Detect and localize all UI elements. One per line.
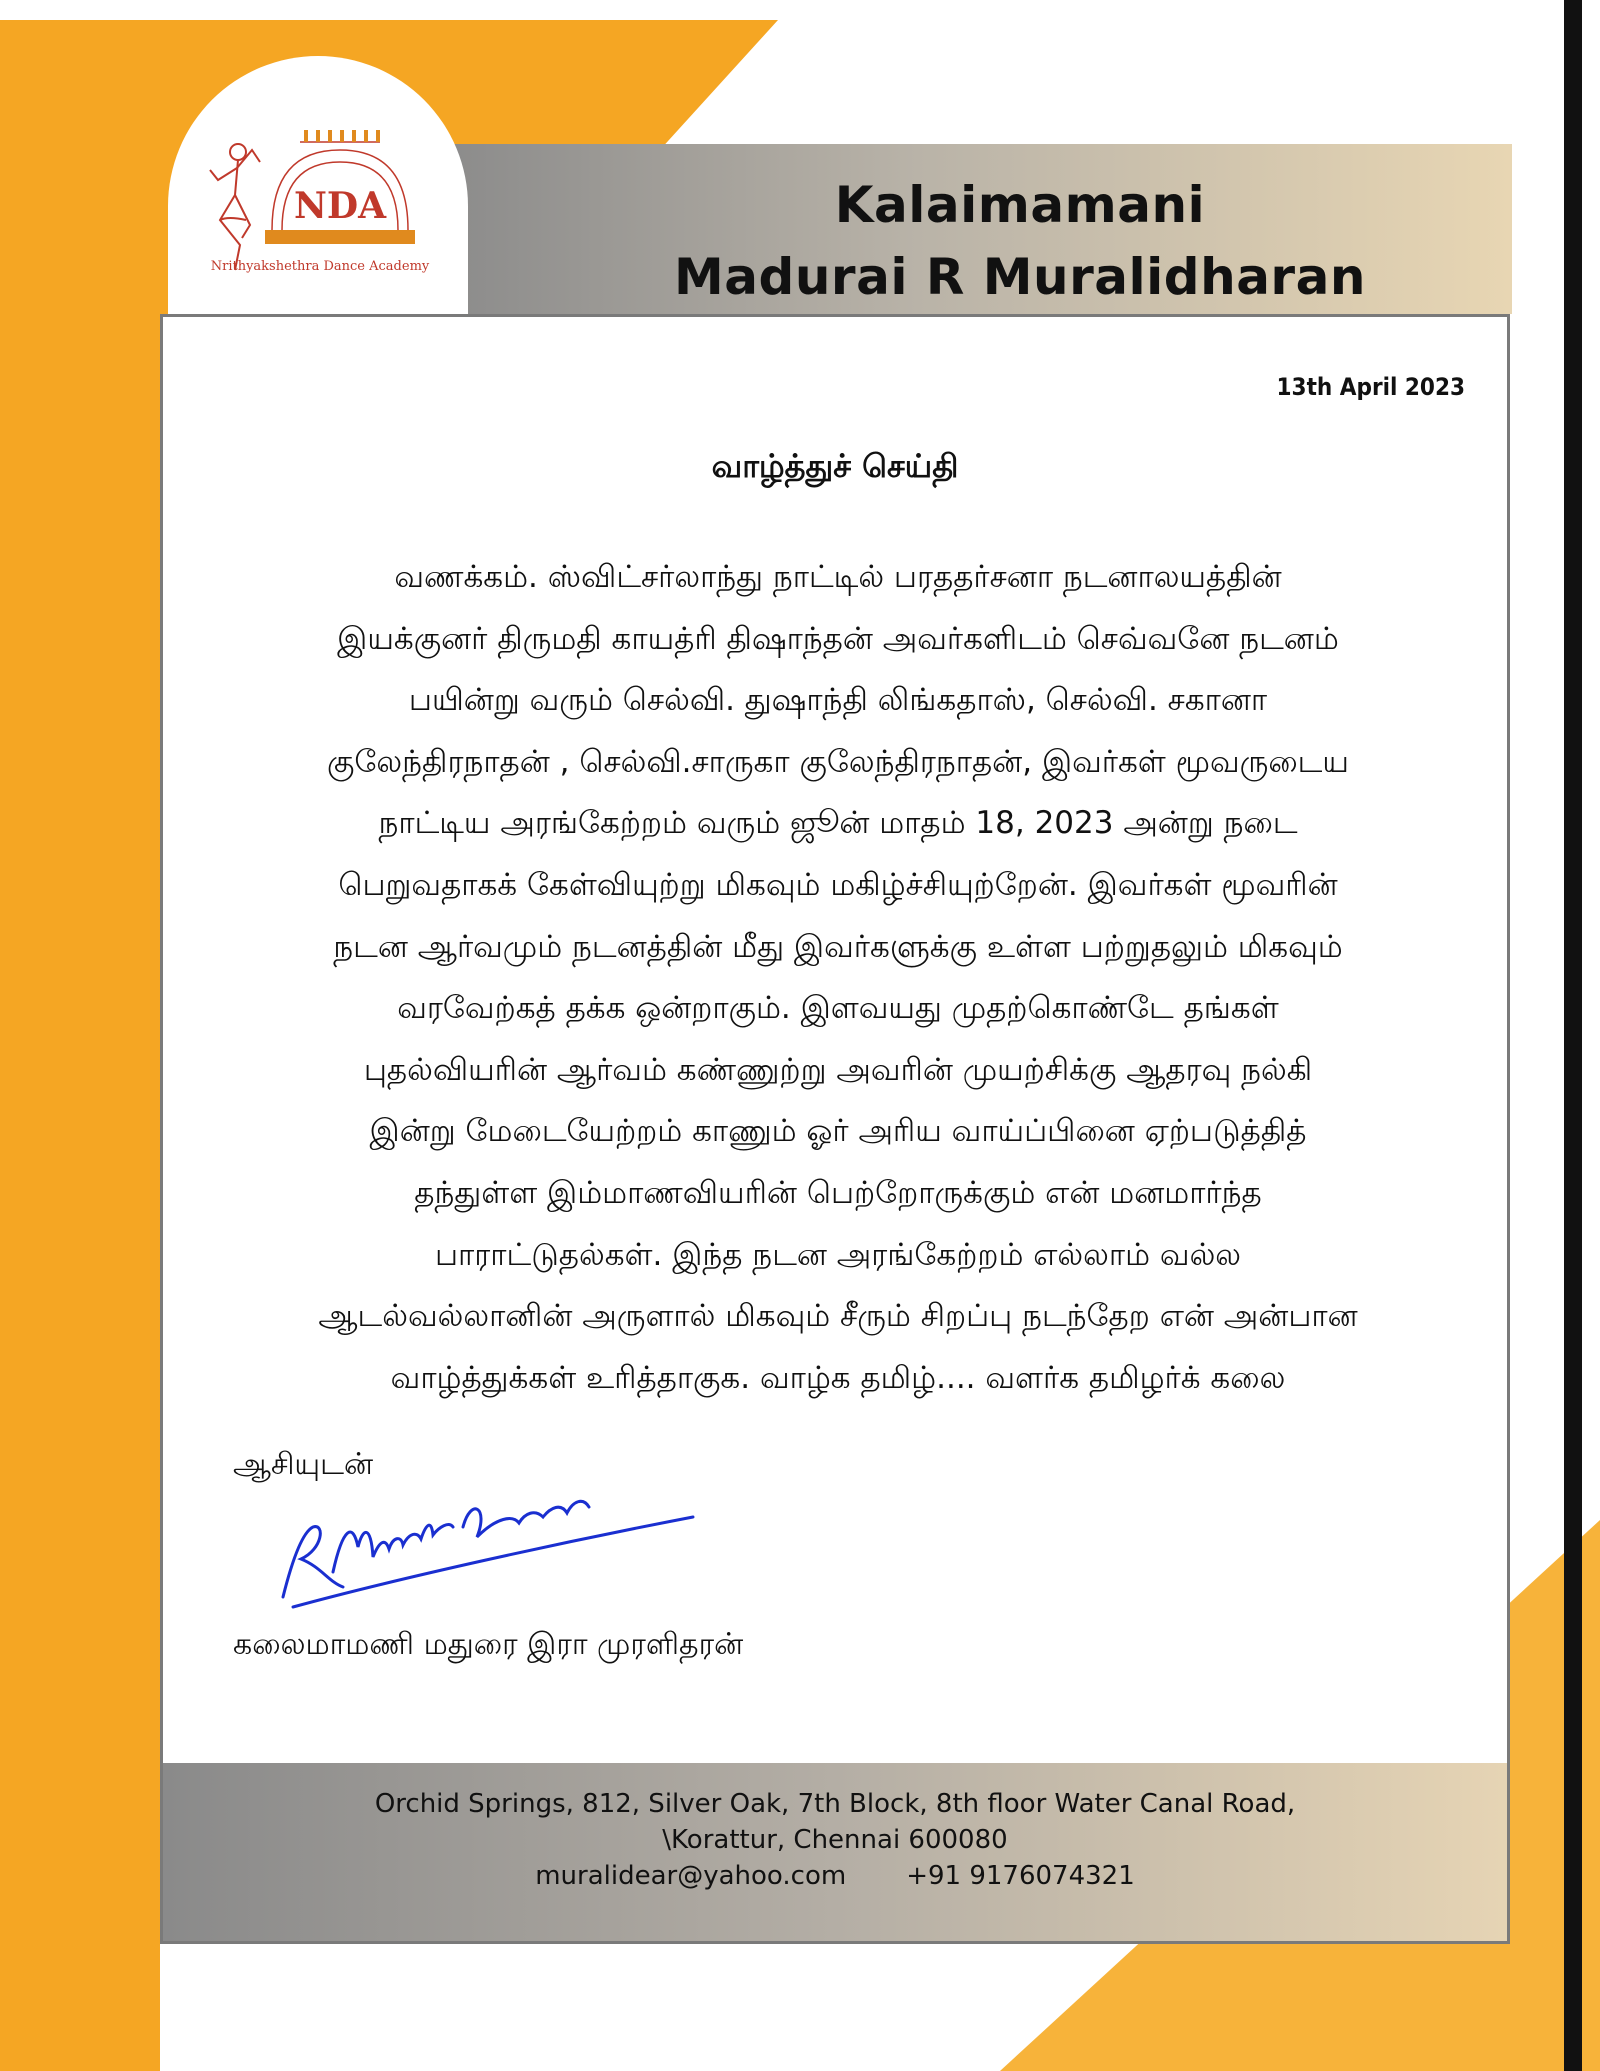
body-line: வரவேற்கத் தக்க ஒன்றாகும். இளவயது முதற்கொண்டே தங்கள்	[397, 990, 1279, 1027]
right-edge-bar	[1564, 0, 1582, 2071]
body-line: பயின்று வரும் செல்வி. துஷாந்தி லிங்கதாஸ், செல்வி. சகானா	[408, 682, 1268, 719]
body-line: பெறுவதாகக் கேள்வியுற்று மிகவும் மகிழ்ச்சியுற்றேன். இவர்கள் மூவரின்	[338, 866, 1338, 903]
signer-name: கலைமாமணி மதுரை இரா முரளிதரன்	[233, 1627, 744, 1662]
letter-panel	[160, 314, 1510, 1944]
header-name-line-2: Madurai R Muralidharan	[674, 248, 1366, 306]
footer-phone[interactable]: +91 9176074321	[906, 1861, 1135, 1891]
body-line: புதல்வியரின் ஆர்வம் கண்ணுற்று அவரின் முயற்சிக்கு ஆதரவு நல்கி	[363, 1051, 1313, 1088]
letter-closing: ஆசியுடன்	[233, 1447, 374, 1482]
body-line: வணக்கம். ஸ்விட்சர்லாந்து நாட்டில் பரததர்சனா நடனாலயத்தின்	[394, 559, 1282, 595]
footer-address-line-2: \Korattur, Chennai 600080	[662, 1825, 1008, 1855]
body-line: இயக்குனர் திருமதி காயத்ரி திஷாந்தன் அவர்களிடம் செவ்வனே நடனம்	[337, 620, 1339, 657]
body-line: நாட்டிய அரங்கேற்றம் வரும் ஜூன் மாதம் 18, 2023 அன்று நடை	[378, 805, 1298, 842]
letter-heading: வாழ்த்துச் செய்தி	[711, 447, 959, 485]
body-line: குலேந்திரநாதன் , செல்வி.சாருகா குலேந்திரநாதன், இவர்கள் மூவருடைய	[327, 743, 1349, 780]
body-line: வாழ்த்துக்கள் உரித்தாகுக. வாழ்க தமிழ்.... வளர்க தமிழர்க் கலை	[390, 1359, 1286, 1396]
body-line: பாராட்டுதல்கள். இந்த நடன அரங்கேற்றம் எல்லாம் வல்ல	[434, 1236, 1242, 1273]
logo-academy-name: Nrithyakshethra Dance Academy	[210, 259, 430, 274]
footer-band	[163, 1763, 1507, 1941]
body-line: நடன ஆர்வமும் நடனத்தின் மீது இவர்களுக்கு உள்ள பற்றுதலும் மிகவும்	[333, 928, 1343, 965]
footer-email[interactable]: muralidear@yahoo.com	[535, 1861, 847, 1891]
body-line: ஆடல்வல்லானின் அருளால் மிகவும் சீரும் சிறப்பு நடந்தேற என் அன்பான	[318, 1298, 1358, 1335]
footer-contact	[163, 1861, 1507, 1891]
handwritten-signature	[263, 1487, 703, 1617]
body-line: இன்று மேடையேற்றம் காணும் ஓர் அரிய வாய்ப்பினை ஏற்படுத்தித்	[369, 1113, 1307, 1150]
letter-date: 13th April 2023	[1276, 373, 1465, 401]
header-name-line-1: Kalaimamani	[834, 176, 1206, 234]
academy-logo	[180, 120, 460, 290]
body-line: தந்துள்ள இம்மாணவியரின் பெற்றோருக்கும் என் மனமார்ந்த	[414, 1174, 1262, 1211]
footer-address-line-1: Orchid Springs, 812, Silver Oak, 7th Block, 8th floor Water Canal Road,	[374, 1789, 1296, 1819]
letter-body	[203, 547, 1473, 1409]
logo-initials: NDA	[293, 185, 387, 227]
